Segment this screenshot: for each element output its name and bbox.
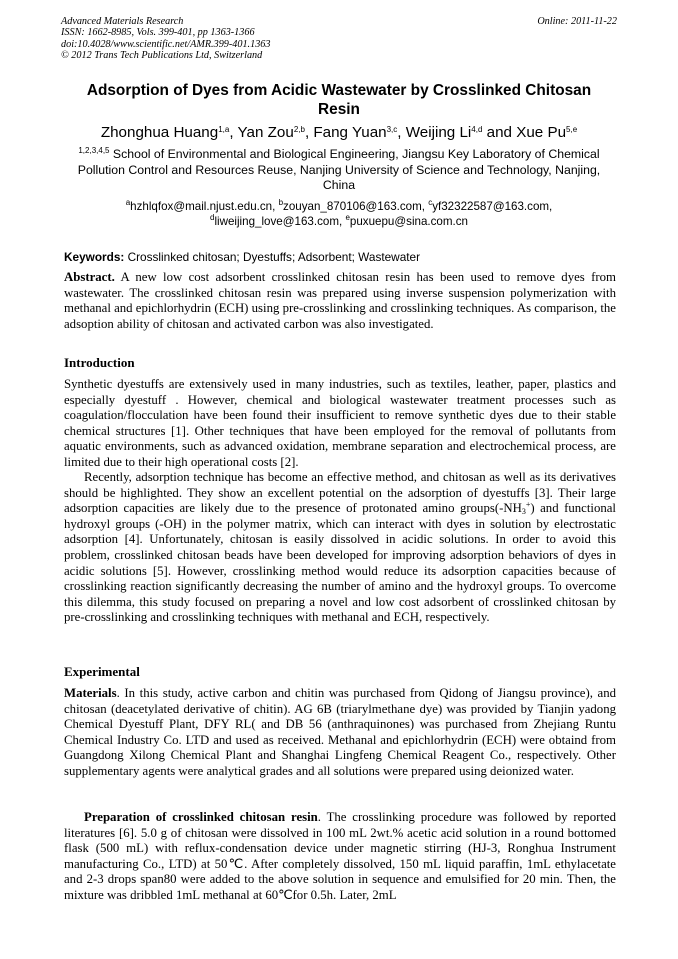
doi-line: doi:10.4028/www.scientific.net/AMR.399-401.1363 <box>61 38 271 50</box>
issn-line: ISSN: 1662-8985, Vols. 399-401, pp 1363-1366 <box>61 27 255 39</box>
author-affil-mark: 2,b <box>293 125 305 134</box>
abstract-text: A new low cost adsorbent crosslinked chitosan resin has been used to remove dyes from wastewater. The crosslinked chitosan resin was prepared using inverse suspension polymerization with methanal and epichlorhydrin (ECH) using pre-crosslinking and crosslinking techniques. As comparison, the adsoption ability of chitosan and activated carbon was also investigated. <box>64 270 616 331</box>
author-separator: , <box>229 124 238 141</box>
author-separator: , <box>397 124 406 141</box>
preparation-label: Preparation of crosslinked chitosan resin <box>84 810 318 824</box>
email-link[interactable]: hzhlqfox@mail.njust.edu.cn, <box>130 200 279 213</box>
paragraph-text: Recently, adsorption technique has become an effective method, and chitosan as well as its derivatives should be highlighted. They show an excellent potential on the adsorption of dyestuffs [3]. Their large adsorption capacities are likely due to the presence of protonated amino groups(-NH <box>64 470 616 516</box>
preparation-text: . The crosslinking procedure was followed by reported literatures [6]. 5.0 g of chitosan were dissolved in 100 mL 2wt.% acetic acid solution in a round bottomed flask (500 mL) with reflux-condensation device under magnetic stirring (HJ-3, Ronghua Instrument manufacturing Co., LTD) at 50℃. After completely dissolved, 150 mL liquid paraffin, 1mL ethylacetate and 2-3 drops span80 were added to the above solution in sequence and emulsified for 20 min. Then, the mixture was dribbled 1mL methanal at 60℃for 0.5h. Later, 2mL <box>64 810 617 902</box>
email-link[interactable]: liweijing_love@163.com, <box>214 215 346 229</box>
paper-title: Adsorption of Dyes from Acidic Wastewater by Crosslinked Chitosan Resin <box>86 82 592 118</box>
copyright-line: © 2012 Trans Tech Publications Ltd, Switzerland <box>61 50 263 62</box>
author-name: Weijing Li <box>405 124 472 141</box>
online-date: Online: 2011-11-22 <box>537 16 617 27</box>
keywords <box>64 250 616 265</box>
author-name: Fang Yuan <box>313 124 387 141</box>
email-mark: d <box>209 213 215 223</box>
journal-header <box>61 16 617 62</box>
abstract <box>64 270 616 332</box>
subscript: 3 <box>521 507 526 517</box>
author-list <box>64 124 614 142</box>
materials-text: . In this study, active carbon and chitin was purchased from Qidong of Jiangsu province), and chitosan (deacetylated derivative of chitin). AG 6B (triarylmethane dye) was provided by Tianjin yadong Chemical Dyestuff Plant, DFY RL( and DB 56 (anthraquinones) was purchased from Zhejiang Runtu Chemical Industry Co. LTD and used as received. Methanal and epichlorhydrin (ECH) were obtaind from Guangdong Xilong Chemical Plant and Shanghai Lingfeng Chemical Reagent Co., respectively. Other supplementary agents were analytical grades and all solutions were prepared using deionized water. <box>64 686 616 778</box>
superscript: + <box>525 500 531 510</box>
paragraph-text: ) and functional hydroxyl groups (-OH) in the polymer matrix, which can interact with dyes in solution by electrostatic adsorption [4]. Unfortunately, chitosan is easily dissolved in acidic solutions. In order to avoid this problem, crosslinked chitosan beads have been developed for improving adsorption behaviors of dyes in acidic solutions [5]. However, crosslinking method would reduce its adsorption capacities because of crosslinking reaction significantly decreasing the number of amino and the hydroxyl groups. To overcome this dilemma, this study focused on preparing a novel and low cost adsorbent of crosslinked chitosan by pre-crosslinking and crosslinking techniques with methanal and ECH, respectively. <box>64 501 616 625</box>
materials-label: Materials <box>64 686 117 700</box>
introduction-body <box>64 377 616 626</box>
abstract-label: Abstract. <box>64 270 115 284</box>
journal-name: Advanced Materials Research <box>61 16 184 27</box>
author-separator: and <box>482 124 517 141</box>
materials-paragraph <box>64 686 616 779</box>
preparation-paragraph <box>64 810 616 903</box>
section-heading-experimental: Experimental <box>64 664 140 679</box>
paragraph: Synthetic dyestuffs are extensively used in many industries, such as textiles, leather, paper, plastics and especially dyestuff . However, chemical and biological wastewater treatment processes such as coagulation/flocculation have been found their insufficient to remove synthetic dyes due to their stable chemical structures [1]. Other techniques that have been employed for the removal of pollutants from aquatic environments, such as advanced oxidation, membrane separation and electrochemical process, are limited due to their high operational costs [2]. <box>64 377 616 469</box>
section-heading-introduction: Introduction <box>64 355 135 370</box>
author-affil-mark: 1,a <box>218 125 230 134</box>
affiliation-text: School of Environmental and Biological Engineering, Jiangsu Key Laboratory of Chemical Pollution Control and Resources Reuse, Nanjing University of Science and Technology, Nanjing, China <box>77 147 601 193</box>
email-link[interactable]: yf32322587@163.com, <box>432 200 553 213</box>
author-name: Yan Zou <box>237 124 294 141</box>
affiliation <box>66 147 612 194</box>
author-separator: , <box>304 124 314 141</box>
email-mark: c <box>428 198 433 207</box>
paragraph <box>64 470 616 625</box>
author-affil-mark: 3,c <box>386 125 398 134</box>
author-affil-mark: 4,d <box>471 125 483 134</box>
email-link[interactable]: puxuepu@sina.com.cn <box>349 215 469 229</box>
keywords-label: Keywords: <box>64 250 125 264</box>
email-mark: e <box>345 213 350 223</box>
email-link[interactable]: zouyan_870106@163.com, <box>283 200 429 213</box>
email-mark: a <box>125 198 131 207</box>
author-affil-mark: 5,e <box>566 125 578 134</box>
keywords-text: Crosslinked chitosan; Dyestuffs; Adsorbent; Wastewater <box>124 250 421 264</box>
author-name: Zhonghua Huang <box>100 124 219 141</box>
author-emails <box>64 199 614 229</box>
affiliation-mark: 1,2,3,4,5 <box>78 146 110 155</box>
author-name: Xue Pu <box>516 124 567 141</box>
email-mark: b <box>278 198 284 207</box>
